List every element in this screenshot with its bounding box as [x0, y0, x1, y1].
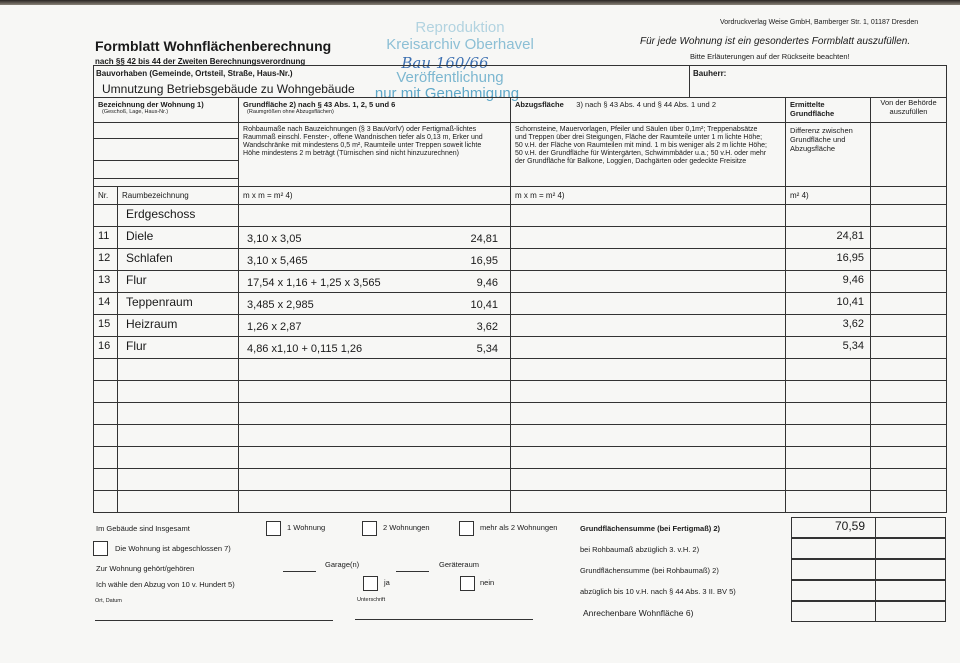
- row-room[interactable]: Erdgeschoss: [118, 205, 239, 227]
- garage-field[interactable]: [283, 571, 316, 572]
- area-table: [93, 97, 947, 513]
- row-result[interactable]: 24,81: [786, 227, 871, 249]
- row-nr[interactable]: 14: [94, 293, 118, 315]
- row-result[interactable]: [786, 205, 871, 227]
- apartment-field[interactable]: [94, 161, 239, 179]
- row-authority: [871, 271, 947, 293]
- row-authority: [871, 227, 947, 249]
- row-room[interactable]: [118, 381, 239, 403]
- checkbox-more-apartments[interactable]: [459, 521, 474, 536]
- stamp-line: nur mit Genehmigung: [374, 85, 520, 102]
- row-base[interactable]: [239, 491, 511, 513]
- scan-edge: [0, 0, 960, 5]
- row-base[interactable]: [239, 359, 511, 381]
- sum-value[interactable]: [791, 601, 876, 622]
- row-nr[interactable]: [94, 425, 118, 447]
- row-room[interactable]: [118, 359, 239, 381]
- row-area: 3,62: [476, 321, 499, 333]
- yes-label: ja: [384, 578, 390, 587]
- row-deduction[interactable]: [511, 491, 786, 513]
- authority-header: [871, 98, 947, 123]
- base-description: Rohbaumaße nach Bauzeichnungen (§ 3 BauVorlV) oder Fertigmaß-lichtes Raummaß einschl. Fenster-, offene Wandnischen tiefer als 0,13 m, Erker und Wandschränke mit mindestens 0,5 m², Raumteile unter Treppen soweit lichte Höhe mindestens 2 m beträgt (Türnischen sind nicht hinzuzurechnen): [243, 126, 483, 157]
- row-deduction[interactable]: [511, 205, 786, 227]
- sum-value[interactable]: [791, 580, 876, 601]
- row-nr[interactable]: [94, 359, 118, 381]
- determined-label: Ermittelte Grundfläche: [790, 100, 835, 118]
- base-label: Grundfläche 2) nach § 43 Abs. 1, 2, 5 und 6: [243, 100, 396, 109]
- no-label: nein: [480, 578, 495, 587]
- opt-3-label: mehr als 2 Wohnungen: [480, 523, 558, 532]
- row-deduction[interactable]: [511, 425, 786, 447]
- hint: Bitte Erläuterungen auf der Rückseite beachten!: [690, 52, 850, 61]
- row-room[interactable]: Flur: [118, 271, 239, 293]
- closed-label: Die Wohnung ist abgeschlossen 7): [115, 544, 231, 553]
- table-row: [94, 491, 947, 513]
- deduction-description: Schornsteine, Mauervorlagen, Pfeiler und Säulen über 0,1m²; Treppenabsätze und Treppen über drei Steigungen, Fläche der Raumteile unter 1 m lichte Höhe; 50 v.H. der Fläche von Raumteilen mit mind. 1 m bis weniger als 2 m lichte Höhe; 50 v.H. der Grundfläche für Wintergärten, Schwimmbäder u.a.; 50 v.H. oder mehr der Grundfläche für Balkone, Loggien, Dachgärten oder gedeckte Freisitze: [515, 126, 767, 165]
- row-base[interactable]: [239, 381, 511, 403]
- sum-label: Grundflächensumme (bei Rohbaumaß) 2): [580, 566, 719, 575]
- sum-label: Anrechenbare Wohnfläche 6): [583, 608, 694, 618]
- row-base[interactable]: [239, 425, 511, 447]
- row-nr[interactable]: 16: [94, 337, 118, 359]
- stamp-line: Reproduktion: [415, 19, 505, 36]
- apartment-field[interactable]: [94, 123, 239, 139]
- checkbox-no[interactable]: [460, 576, 475, 591]
- row-base[interactable]: [239, 469, 511, 491]
- project-label: Bauvorhaben (Gemeinde, Ortsteil, Straße, Haus-Nr.): [96, 69, 293, 78]
- table-row: [94, 447, 947, 469]
- row-area: 24,81: [470, 233, 499, 245]
- sum-authority: [876, 538, 946, 559]
- row-room[interactable]: Heizraum: [118, 315, 239, 337]
- belongs-label: Zur Wohnung gehört/gehören: [96, 564, 195, 573]
- form-title: Formblatt Wohnflächenberechnung: [95, 38, 332, 54]
- row-calc: 17,54 x 1,16 + 1,25 x 3,565: [247, 277, 381, 289]
- row-room[interactable]: [118, 469, 239, 491]
- deduct-choice-label: Ich wähle den Abzug von 10 v. Hundert 5): [96, 580, 235, 589]
- publisher: Vordruckverlag Weise GmbH, Bamberger Str. 1, 01187 Dresden: [720, 19, 919, 26]
- opt-2-label: 2 Wohnungen: [383, 523, 430, 532]
- checkbox-1-apartment[interactable]: [266, 521, 281, 536]
- place-date-field[interactable]: [95, 620, 333, 621]
- row-authority: [871, 337, 947, 359]
- row-authority: [871, 381, 947, 403]
- table-row: [94, 337, 947, 359]
- row-authority: [871, 359, 947, 381]
- apartment-field[interactable]: [94, 139, 239, 161]
- col-formula: m x m = m² 4): [239, 187, 511, 205]
- apartment-sub: (Geschoß, Lage, Haus-Nr.): [102, 109, 169, 115]
- row-authority: [871, 293, 947, 315]
- sum-authority: [876, 580, 946, 601]
- row-authority: [871, 425, 947, 447]
- table-row: [94, 293, 947, 315]
- shed-field[interactable]: [396, 571, 429, 572]
- stamp-line: Veröffentlichung: [396, 69, 504, 86]
- row-deduction[interactable]: [511, 403, 786, 425]
- deduction-label: Abzugsfläche: [515, 100, 564, 109]
- row-deduction[interactable]: [511, 359, 786, 381]
- sum-authority: [876, 559, 946, 580]
- row-deduction[interactable]: [511, 381, 786, 403]
- row-room[interactable]: Schlafen: [118, 249, 239, 271]
- row-result[interactable]: [786, 381, 871, 403]
- row-area: 5,34: [476, 343, 499, 355]
- row-base[interactable]: [239, 447, 511, 469]
- apartment-header: [94, 98, 239, 123]
- signature-field[interactable]: [355, 619, 533, 620]
- owner-label: Bauherr:: [693, 69, 727, 78]
- row-deduction[interactable]: [511, 337, 786, 359]
- shed-label: Geräteraum: [439, 560, 480, 569]
- row-deduction[interactable]: [511, 293, 786, 315]
- row-deduction[interactable]: [511, 447, 786, 469]
- row-authority: [871, 469, 947, 491]
- row-room[interactable]: [118, 447, 239, 469]
- row-area: 16,95: [470, 255, 499, 267]
- table-row: [94, 315, 947, 337]
- row-room[interactable]: [118, 425, 239, 447]
- col-room: Raumbezeichnung: [118, 187, 239, 205]
- project-value[interactable]: Umnutzung Betriebsgebäude zu Wohngebäude: [102, 82, 355, 96]
- sum-value[interactable]: [791, 538, 876, 559]
- row-nr[interactable]: 11: [94, 227, 118, 249]
- checkbox-2-apartments[interactable]: [362, 521, 377, 536]
- row-room[interactable]: Teppenraum: [118, 293, 239, 315]
- row-nr[interactable]: [94, 205, 118, 227]
- row-result[interactable]: [786, 403, 871, 425]
- row-nr[interactable]: [94, 491, 118, 513]
- deduction-header: [511, 98, 786, 123]
- row-base[interactable]: [239, 293, 511, 315]
- authority-field: [871, 123, 947, 187]
- row-result[interactable]: 3,62: [786, 315, 871, 337]
- row-authority: [871, 447, 947, 469]
- row-nr[interactable]: [94, 447, 118, 469]
- garage-label: Garage(n): [325, 560, 360, 569]
- row-area: 10,41: [470, 299, 499, 311]
- sum-label: bei Rohbaumaß abzüglich 3. v.H. 2): [580, 545, 700, 554]
- deduction-ref: 3) nach § 43 Abs. 4 und § 44 Abs. 1 und 2: [576, 100, 716, 109]
- checkbox-closed[interactable]: [93, 541, 108, 556]
- stamp-line: Kreisarchiv Oberhavel: [386, 36, 534, 53]
- table-row: [94, 227, 947, 249]
- authority-label: Von der Behörde auszufüllen: [880, 98, 937, 116]
- apartment-label: Bezeichnung der Wohnung 1): [98, 100, 204, 109]
- row-base[interactable]: [239, 271, 511, 293]
- table-row: [94, 249, 947, 271]
- checkbox-yes[interactable]: [363, 576, 378, 591]
- row-base[interactable]: [239, 403, 511, 425]
- col-unit: m² 4): [786, 187, 871, 205]
- row-base[interactable]: [239, 337, 511, 359]
- row-deduction[interactable]: [511, 271, 786, 293]
- row-calc: 1,26 x 2,87: [247, 321, 302, 333]
- signature-label: Unterschrift: [357, 597, 386, 603]
- row-base[interactable]: [239, 315, 511, 337]
- row-calc: 3,10 x 5,465: [247, 255, 308, 267]
- row-authority: [871, 491, 947, 513]
- base-sub: (Raumgrößen ohne Abzugsflächen): [247, 109, 334, 115]
- row-calc: 3,10 x 3,05: [247, 233, 302, 245]
- row-nr[interactable]: 15: [94, 315, 118, 337]
- row-deduction[interactable]: [511, 315, 786, 337]
- table-row: [94, 359, 947, 381]
- row-calc: 4,86 x1,10 + 0,115 1,26: [247, 343, 363, 355]
- row-base[interactable]: [239, 205, 511, 227]
- divider: [689, 66, 690, 98]
- sum-value[interactable]: 70,59: [791, 517, 876, 538]
- row-result[interactable]: [786, 491, 871, 513]
- row-nr[interactable]: 13: [94, 271, 118, 293]
- row-result[interactable]: [786, 425, 871, 447]
- row-result[interactable]: 5,34: [786, 337, 871, 359]
- table-row: [94, 469, 947, 491]
- row-result[interactable]: 9,46: [786, 271, 871, 293]
- table-row: [94, 381, 947, 403]
- determined-description-cell: [786, 123, 871, 187]
- sum-authority: [876, 517, 946, 538]
- row-authority: [871, 205, 947, 227]
- sum-label: abzüglich bis 10 v.H. nach § 44 Abs. 3 II. BV 5): [580, 587, 736, 596]
- col-nr: Nr.: [94, 187, 118, 205]
- sum-authority: [876, 601, 946, 622]
- table-row: [94, 205, 947, 227]
- base-description-cell: [239, 123, 511, 187]
- sum-value[interactable]: [791, 559, 876, 580]
- row-nr[interactable]: 12: [94, 249, 118, 271]
- notice: Für jede Wohnung ist ein gesondertes Formblatt auszufüllen.: [640, 36, 911, 47]
- row-result[interactable]: 16,95: [786, 249, 871, 271]
- table-row: [94, 425, 947, 447]
- determined-description: Differenz zwischen Grundfläche und Abzugsfläche: [790, 126, 853, 153]
- row-room[interactable]: Flur: [118, 337, 239, 359]
- row-room[interactable]: Diele: [118, 227, 239, 249]
- row-authority: [871, 249, 947, 271]
- row-nr[interactable]: [94, 469, 118, 491]
- apartment-field[interactable]: [94, 179, 239, 187]
- deduction-description-cell: [511, 123, 786, 187]
- table-row: [94, 403, 947, 425]
- row-calc: 3,485 x 2,985: [247, 299, 314, 311]
- sum-label: Grundflächensumme (bei Fertigmaß) 2): [580, 524, 721, 533]
- row-nr[interactable]: [94, 381, 118, 403]
- project-box: [93, 65, 947, 98]
- row-nr[interactable]: [94, 403, 118, 425]
- row-area: 9,46: [476, 277, 499, 289]
- row-deduction[interactable]: [511, 249, 786, 271]
- row-authority: [871, 315, 947, 337]
- row-deduction[interactable]: [511, 469, 786, 491]
- table-row: [94, 271, 947, 293]
- row-base[interactable]: [239, 227, 511, 249]
- place-date-label: Ort, Datum: [95, 598, 122, 604]
- form-subtitle: nach §§ 42 bis 44 der Zweiten Berechnungsverordnung: [95, 57, 306, 66]
- row-result[interactable]: 10,41: [786, 293, 871, 315]
- row-room[interactable]: [118, 403, 239, 425]
- stamp-handwriting: Bau 160/66: [401, 54, 489, 72]
- row-result[interactable]: [786, 359, 871, 381]
- row-room[interactable]: [118, 491, 239, 513]
- determined-header: [786, 98, 871, 123]
- base-header: [239, 98, 511, 123]
- row-result[interactable]: [786, 469, 871, 491]
- col-authority: [871, 187, 947, 205]
- opt-1-label: 1 Wohnung: [287, 523, 326, 532]
- row-base[interactable]: [239, 249, 511, 271]
- row-deduction[interactable]: [511, 227, 786, 249]
- row-authority: [871, 403, 947, 425]
- building-total-label: Im Gebäude sind Insgesamt: [96, 524, 190, 533]
- row-result[interactable]: [786, 447, 871, 469]
- col-formula-deduction: m x m = m² 4): [511, 187, 786, 205]
